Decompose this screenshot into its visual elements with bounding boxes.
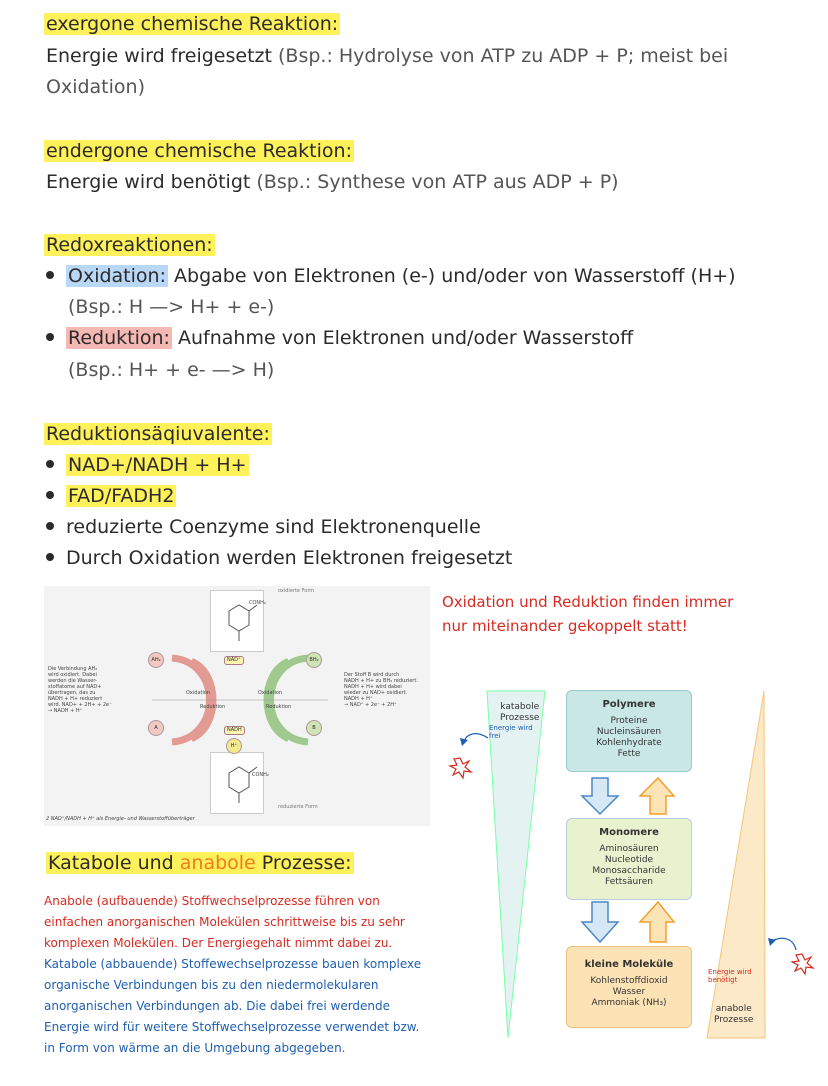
energy-release-arrow-icon bbox=[446, 728, 494, 780]
fig-right-caption: Der Stoff B wird durch NADH + H+ zu BH₂ reduziert. NADH + H+ wird dabei wieder zu NAD+ oxidiert. NADH + H⁺ → NAD⁺ + 2e⁻ + 2H⁺ bbox=[344, 672, 418, 708]
fig-reduction-label-right: Reduktion bbox=[266, 704, 292, 710]
endergone-text: Energie wird benötigt bbox=[46, 171, 251, 193]
oxidation-bullet bbox=[46, 264, 736, 288]
b-circle: B bbox=[306, 720, 322, 736]
ah2-circle: AH₂ bbox=[148, 652, 164, 668]
bullet-dot bbox=[46, 553, 54, 561]
equivalents-heading: Reduktionsäqiuvalente: bbox=[46, 423, 270, 445]
coupling-note: Oxidation und Reduktion finden immer nur miteinander gekoppelt statt! bbox=[442, 593, 734, 635]
fig-left-caption: Die Verbindung AH₂ wird oxidiert. Dabei werden die Wasser- stoffatome auf NAD+ übertragen, das zu NADH + H+ reduziert wird. NAD+ + 2H+ + 2e⁻ → NADH + H⁺ bbox=[48, 666, 112, 714]
nadh-pill: NADH bbox=[224, 726, 245, 735]
bullet-dot bbox=[46, 522, 54, 530]
nad-plus-pill: NAD⁺ bbox=[224, 656, 244, 665]
nad-reduced-molecule bbox=[210, 752, 264, 814]
reduction-example: (Bsp.: H+ + e- —> H) bbox=[68, 359, 275, 381]
redox-heading: Redoxreaktionen: bbox=[46, 234, 213, 256]
bullet-dot bbox=[46, 333, 54, 341]
conh2-label-bottom: CONH₂ bbox=[252, 772, 269, 778]
fig-caption: 2 NAD⁺/NADH + H⁺ als Energie- und Wasserstoffüberträger bbox=[46, 816, 195, 822]
katabole-wedge bbox=[486, 690, 546, 1040]
reduced-form-label: reduzierte Form bbox=[278, 804, 318, 810]
exergone-example-1: (Bsp.: Hydrolyse von ATP zu ADP + P; meist bei bbox=[278, 45, 729, 67]
katabole-label: katabole Prozesse bbox=[500, 702, 540, 723]
pyridine-ring-icon bbox=[211, 753, 263, 813]
arrows-poly-mono bbox=[580, 776, 676, 816]
bullet-dot bbox=[46, 491, 54, 499]
fig-reduction-label-left: Reduktion bbox=[200, 704, 226, 710]
exergone-example-2: Oxidation) bbox=[46, 76, 145, 98]
list-item: FAD/FADH2 bbox=[46, 484, 176, 508]
list-item: reduzierte Coenzyme sind Elektronenquelle bbox=[46, 515, 481, 539]
exergone-text-line bbox=[46, 44, 728, 68]
katabol-heading: Katabole und anabole Prozesse: bbox=[48, 852, 352, 874]
monomere-box: Monomere Aminosäuren Nucleotide Monosaccharide Fettsäuren bbox=[566, 818, 692, 900]
reduction-bullet bbox=[46, 326, 633, 350]
anabole-description: Anabole (aufbauende) Stoffwechselprozesse führen von einfachen anorganischen Molekülen schrittweise bis zu sehr komplexen Molekülen. Der Energiegehalt nimmt dabei zu. bbox=[44, 894, 405, 950]
polymere-box: Polymere Proteine Nucleinsäuren Kohlenhydrate Fette bbox=[566, 690, 692, 772]
anabole-label: anabole Prozesse bbox=[714, 1004, 754, 1025]
reduction-label: Reduktion: bbox=[68, 327, 170, 349]
kleine-molekuele-box: kleine Moleküle Kohlenstoffdioxid Wasser Ammoniak (NH₃) bbox=[566, 946, 692, 1028]
oxidized-form-label: oxidierte Form bbox=[278, 588, 315, 594]
energie-frei-label: Energie wird frei bbox=[489, 724, 533, 740]
bh2-circle: BH₂ bbox=[306, 652, 322, 668]
list-item: NAD+/NADH + H+ bbox=[46, 453, 249, 477]
fig-oxidation-label: Oxidation bbox=[186, 690, 211, 696]
conh2-label-top: CONH₂ bbox=[249, 600, 266, 606]
a-circle: A bbox=[148, 720, 164, 736]
oxidation-example: (Bsp.: H —> H+ + e-) bbox=[68, 296, 275, 318]
anabole-wedge bbox=[706, 690, 766, 1040]
nad-figure bbox=[44, 586, 430, 826]
energy-required-arrow-icon bbox=[766, 932, 820, 988]
energie-benoetigt-label: Energie wird benötigt bbox=[708, 968, 752, 984]
endergone-heading: endergone chemische Reaktion: bbox=[46, 140, 352, 162]
reduction-text: Aufnahme von Elektronen und/oder Wasserstoff bbox=[178, 327, 634, 349]
exergone-heading: exergone chemische Reaktion: bbox=[46, 13, 339, 35]
oxidation-text: Abgabe von Elektronen (e-) und/oder von Wasserstoff (H+) bbox=[174, 265, 736, 287]
list-item: Durch Oxidation werden Elektronen freigesetzt bbox=[46, 546, 512, 570]
katabole-description: Katabole (abbauende) Stoffewechselprozesse bauen komplexe organische Verbindungen bis zu den niedermolekularen anorganischen Verbindungen ab. Die dabei frei werdende Energie wird für weitere Stoffwechselprozesse verwendet bzw. in Form von wärme an die Umgebung abgegeben. bbox=[44, 957, 422, 1055]
exergone-text: Energie wird freigesetzt bbox=[46, 45, 272, 67]
fig-oxidation-label-right: Oxidation bbox=[258, 690, 283, 696]
bullet-dot bbox=[46, 460, 54, 468]
oxidation-label: Oxidation: bbox=[68, 265, 166, 287]
endergone-example: (Bsp.: Synthese von ATP aus ADP + P) bbox=[256, 171, 619, 193]
h-plus-circle: H⁺ bbox=[226, 738, 242, 754]
bullet-dot bbox=[46, 271, 54, 279]
endergone-text-line bbox=[46, 170, 619, 194]
arrows-mono-klein bbox=[580, 900, 676, 944]
